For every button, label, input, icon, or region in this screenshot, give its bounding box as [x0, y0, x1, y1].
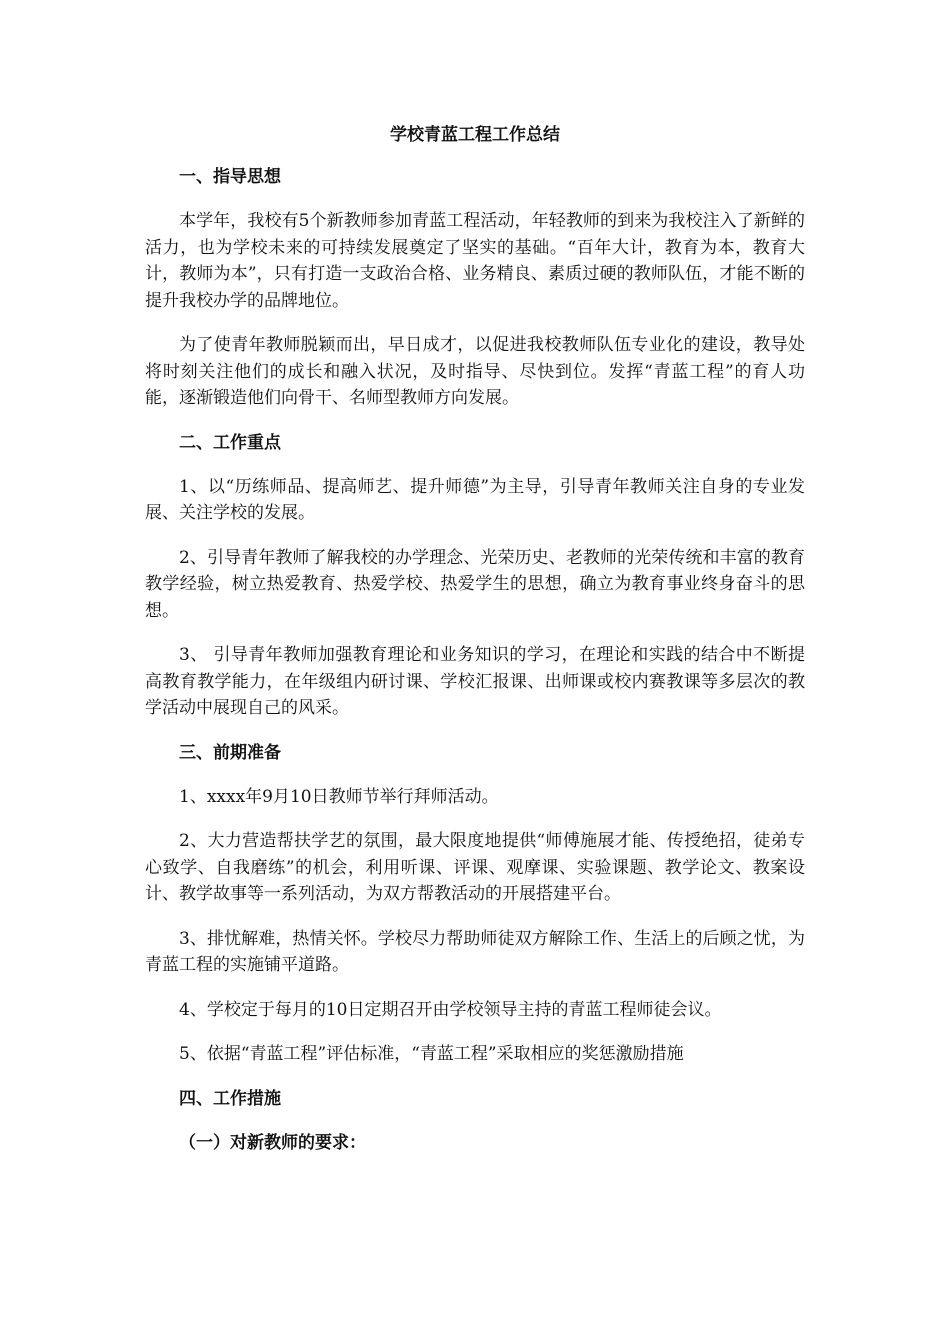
document-page	[145, 122, 805, 1156]
paragraph: 1、xxxx年9月10日教师节举行拜师活动。	[179, 786, 499, 807]
document-title: 学校青蓝工程工作总结	[390, 125, 560, 145]
section-heading-guiding-thought: 一、指导思想	[179, 167, 281, 187]
paragraph: 2、引导青年教师了解我校的办学理念、光荣历史、老教师的光荣传统和丰富的教育教学经验，树立热爱教育、热爱学校、热爱学生的思想，确立为教育事业终身奋斗的思想。	[145, 547, 805, 621]
paragraph: 5、依据“青蓝工程”评估标准，“青蓝工程”采取相应的奖惩激励措施	[179, 1044, 684, 1064]
paragraph: 3、排忧解难，热情关怀。学校尽力帮助师徒双方解除工作、生活上的后顾之忧，为青蓝工程的实施铺平道路。	[145, 928, 805, 975]
paragraph: 4、学校定于每月的10日定期召开由学校领导主持的青蓝工程师徒会议。	[179, 999, 722, 1020]
paragraph: 1、以“历练师品、提高师艺、提升师德”为主导，引导青年教师关注自身的专业发展、关注学校的发展。	[145, 476, 805, 523]
paragraph: 2、大力营造帮扶学艺的氛围，最大限度地提供“师傅施展才能、传授绝招，徒弟专心致学、自我磨练”的机会，利用听课、评课、观摩课、实验课题、教学论文、教案设计、教学故事等一系列活动，为双方帮教活动的开展搭建平台。	[145, 831, 805, 904]
paragraph: 为了使青年教师脱颖而出，早日成才，以促进我校教师队伍专业化的建设，教导处将时刻关注他们的成长和融入状况，及时指导、尽快到位。发挥“青蓝工程”的育人功能，逐渐锻造他们向骨干、名师型教师方向发展。	[145, 335, 805, 408]
section-heading-work-focus: 二、工作重点	[179, 432, 281, 453]
paragraph: 3、 引导青年教师加强教育理论和业务知识的学习，在理论和实践的结合中不断提高教育教学能力，在年级组内研讨课、学校汇报课、出师课或校内赛教课等多层次的教学活动中展现自己的风采。	[145, 645, 805, 718]
section-heading-measures: 四、工作措施	[179, 1088, 281, 1109]
paragraph: 本学年，我校有5个新教师参加青蓝工程活动，年轻教师的到来为我校注入了新鲜的活力，也为学校未来的可持续发展奠定了坚实的基础。“百年大计，教育为本，教育大计，教师为本”，只有打造一支政治合格、业务精良、素质过硬的教师队伍，才能不断的提升我校办学的品牌地位。	[145, 211, 805, 311]
section-heading-preparation: 三、前期准备	[179, 742, 281, 763]
sub-heading-new-teacher-requirements: （一）对新教师的要求：	[179, 1132, 366, 1153]
